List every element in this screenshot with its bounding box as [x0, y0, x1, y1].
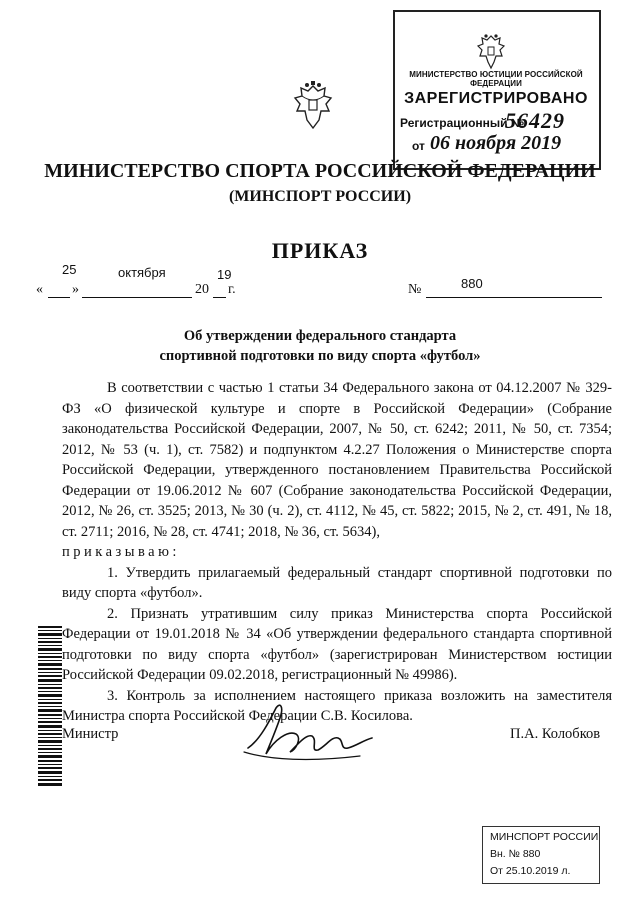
coat-of-arms-icon [292, 80, 334, 134]
incoming-org: МИНСПОРТ РОССИИ [490, 831, 599, 843]
stamp-organization: МИНИСТЕРСТВО ЮСТИЦИИ РОССИЙСКОЙ ФЕДЕРАЦИИ [409, 70, 583, 88]
stamp-date: 06 ноября 2019 [430, 132, 562, 154]
subject-line-2: спортивной подготовки по виду спорта «футбол» [159, 348, 481, 364]
date-year-prefix: 20 [195, 282, 209, 297]
stamp-reg-number: 56429 [505, 108, 565, 133]
stamp-reg-number-label: Регистрационный № [400, 116, 525, 130]
subject-line-1: Об утверждении федерального стандарта [183, 328, 457, 344]
signer-position: Министр [62, 726, 119, 742]
handwritten-signature [240, 700, 380, 766]
order-number-label: № [408, 282, 422, 297]
ministry-name: МИНИСТЕРСТВО СПОРТА РОССИЙСКОЙ ФЕДЕРАЦИИ [44, 160, 596, 182]
order-number-line [426, 297, 602, 298]
order-word: приказываю: [62, 544, 180, 560]
date-open-quote: « [36, 282, 43, 297]
incoming-date: От 25.10.2019 л. [490, 865, 571, 877]
document-type: ПРИКАЗ [271, 238, 369, 263]
date-close-quote: » [72, 282, 79, 297]
date-month-line [82, 297, 192, 298]
item-3-paragraph: 3. Контроль за исполнением настоящего приказа возложить на заместителя Министра спорта Российской Федерации С.В. Косилова. [62, 687, 612, 724]
item-1-paragraph: 1. Утвердить прилагаемый федеральный стандарт спортивной подготовки по виду спорта «футбол». [62, 564, 612, 601]
item-2-paragraph: 2. Признать утратившим силу приказ Министерства спорта Российской Федерации от 19.01.2018 № 34 «Об утверждении федерального стандарта спортивной подготовки по виду спорта «футбол» (зарегистрирован Министерством юстиции Российской Федерации 09.02.2018, регистрационный № 49986). [62, 605, 612, 683]
date-year-suffix: 19 [217, 267, 232, 282]
barcode-icon [38, 626, 62, 786]
date-year-unit: г. [228, 282, 236, 297]
order-number: 880 [461, 276, 483, 291]
incoming-number: Вн. № 880 [490, 848, 541, 860]
stamp-date-prefix: от [412, 139, 425, 153]
stamp-status: ЗАРЕГИСТРИРОВАНО [404, 90, 588, 107]
order-body [62, 378, 612, 727]
date-day-line [48, 297, 70, 298]
date-year-line [213, 297, 226, 298]
date-month: октября [118, 265, 166, 280]
ministry-short-name: (МИНСПОРТ РОССИИ) [228, 188, 412, 205]
preamble-paragraph: В соответствии с частью 1 статьи 34 Федерального закона от 04.12.2007 № 329-ФЗ «О физической культуре и спорте в Российской Федерации» (Собрание законодательства Российской Федерации, 2007, № 50, ст. 6242; 2011, № 50, ст. 7354; 2012, № 53 (ч. 1), ст. 7582) и подпунктом 4.2.27 Положения о Министерстве спорта Российской Федерации, утвержденного постановлением Правительства Российской Федерации от 19.06.2012 № 607 (Собрание законодательства Российской Федерации, 2012, № 26, ст. 3525; 2013, № 30 (ч. 2), ст. 4112, № 45, ст. 5822; 2015, № 2, ст. 491, № 18, ст. 2711; 2016, № 28, ст. 4741; 2018, № 36, ст. 5634), [62, 380, 612, 540]
date-day: 25 [62, 262, 77, 277]
signer-name: П.А. Колобков [510, 726, 601, 742]
